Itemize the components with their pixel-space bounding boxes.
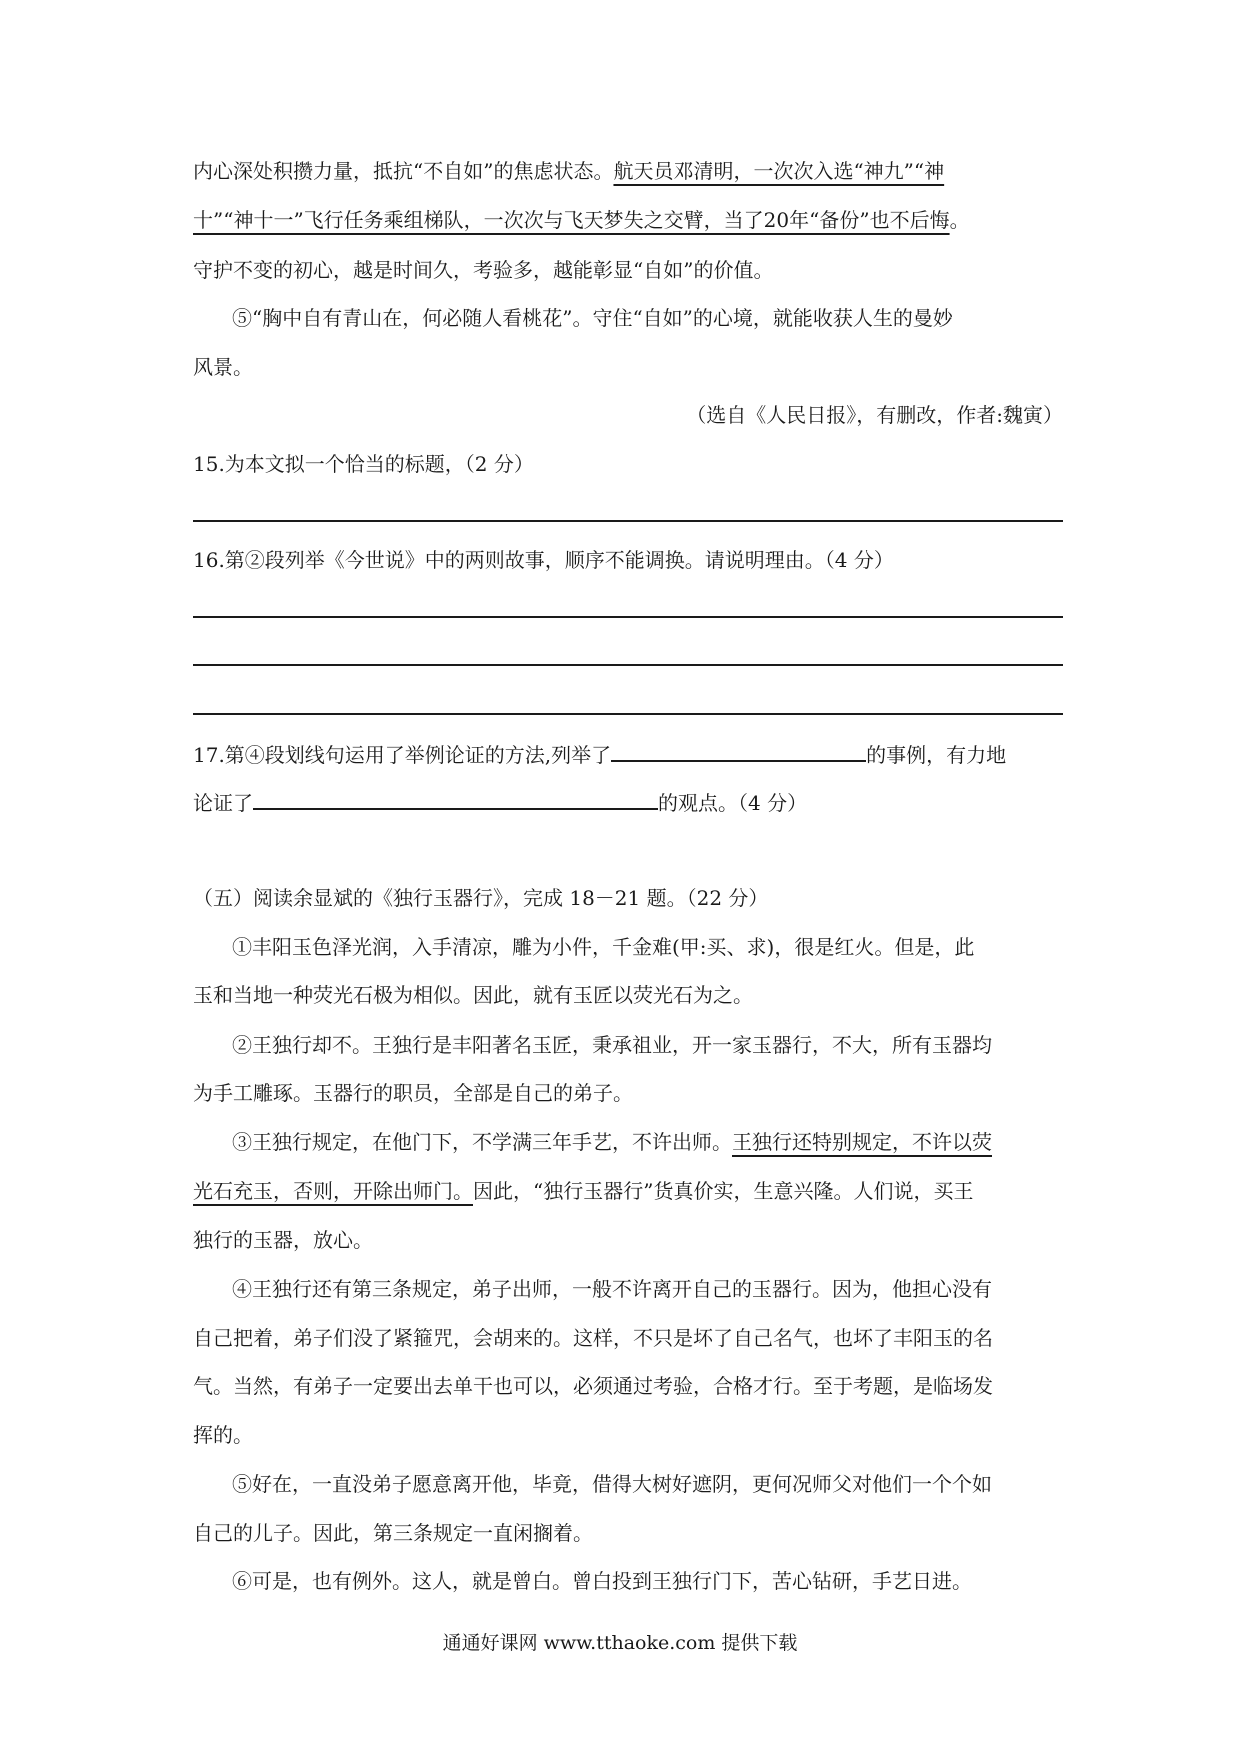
fill-blank-2[interactable] bbox=[253, 788, 658, 810]
question-17: 17.第④段划线句运用了举例论证的方法,列举了 的事例，有力地 bbox=[193, 740, 1063, 769]
underlined-text: 光石充玉，否则，开除出师门。 bbox=[193, 1179, 473, 1203]
answer-line-16-1[interactable] bbox=[193, 616, 1063, 618]
question-15: 15.为本文拟一个恰当的标题，（2 分） bbox=[193, 452, 534, 476]
paragraph-2: ②王独行却不。王独行是丰阳著名玉匠，秉承祖业，开一家玉器行，不大，所有玉器均 bbox=[232, 1033, 992, 1057]
passage-line bbox=[193, 206, 1063, 234]
passage-line: 自己把着，弟子们没了紧箍咒，会胡来的。这样，不只是坏了自己名气，也坏了丰阳玉的名 bbox=[193, 1326, 993, 1350]
section-heading: （五）阅读余显斌的《独行玉器行》，完成 18－21 题。（22 分） bbox=[193, 886, 769, 910]
paragraph-5: ⑤“胸中自有青山在，何必随人看桃花”。守住“自如”的心境，就能收获人生的曼妙 bbox=[232, 306, 953, 330]
paragraph-3: ③王独行规定，在他门下，不学满三年手艺，不许出师。王独行还特别规定，不许以荧 bbox=[232, 1130, 992, 1154]
answer-line-16-2[interactable] bbox=[193, 664, 1063, 666]
source-citation: （选自《人民日报》，有删改，作者:魏寅） bbox=[686, 403, 1063, 427]
passage-text: 内心深处积攒力量，抵抗“不自如”的焦虑状态。 bbox=[193, 159, 614, 183]
passage-line bbox=[193, 157, 1063, 185]
passage-line: 独行的玉器，放心。 bbox=[193, 1228, 373, 1252]
footer-credit: 通通好课网 www.tthaoke.com 提供下载 bbox=[442, 1632, 798, 1654]
paragraph-6: ⑥可是，也有例外。这人，就是曾白。曾白投到王独行门下，苦心钻研，手艺日进。 bbox=[232, 1569, 972, 1593]
underlined-text: 十”“神十一”飞行任务乘组梯队，一次次与飞天梦失之交臂，当了20年“备份”也不后悔 bbox=[193, 208, 950, 232]
question-17-cont: 论证了 的观点。（4 分） bbox=[193, 788, 1063, 817]
paragraph-4: ④王独行还有第三条规定，弟子出师，一般不许离开自己的玉器行。因为，他担心没有 bbox=[232, 1277, 992, 1301]
question-16: 16.第②段列举《今世说》中的两则故事，顺序不能调换。请说明理由。（4 分） bbox=[193, 548, 894, 572]
paragraph-1: ①丰阳玉色泽光润，入手清凉，雕为小件，千金难(甲:买、求)，很是红火。但是，此 bbox=[232, 935, 975, 959]
paragraph-5: ⑤好在，一直没弟子愿意离开他，毕竟，借得大树好遮阴，更何况师父对他们一个个如 bbox=[232, 1472, 992, 1496]
passage-line: 光石充玉，否则，开除出师门。因此，“独行玉器行”货真价实，生意兴隆。人们说，买王 bbox=[193, 1179, 974, 1203]
underlined-text: 航天员邓清明，一次次入选“神九”“神 bbox=[613, 159, 945, 183]
answer-line-15[interactable] bbox=[193, 520, 1063, 522]
passage-line: 气。当然，有弟子一定要出去单干也可以，必须通过考验，合格才行。至于考题，是临场发 bbox=[193, 1374, 993, 1398]
answer-line-16-3[interactable] bbox=[193, 713, 1063, 715]
passage-line: 玉和当地一种荧光石极为相似。因此，就有玉匠以荧光石为之。 bbox=[193, 983, 753, 1007]
fill-blank-1[interactable] bbox=[611, 740, 866, 762]
passage-line: 自己的儿子。因此，第三条规定一直闲搁着。 bbox=[193, 1521, 593, 1545]
passage-line: 挥的。 bbox=[193, 1423, 253, 1447]
underlined-text: 王独行还特别规定，不许以荧 bbox=[732, 1130, 992, 1154]
passage-line: 风景。 bbox=[193, 355, 253, 379]
passage-text: 。 bbox=[949, 208, 970, 232]
passage-line: 为手工雕琢。玉器行的职员，全部是自己的弟子。 bbox=[193, 1081, 633, 1105]
passage-line: 守护不变的初心，越是时间久，考验多，越能彰显“自如”的价值。 bbox=[193, 258, 774, 282]
